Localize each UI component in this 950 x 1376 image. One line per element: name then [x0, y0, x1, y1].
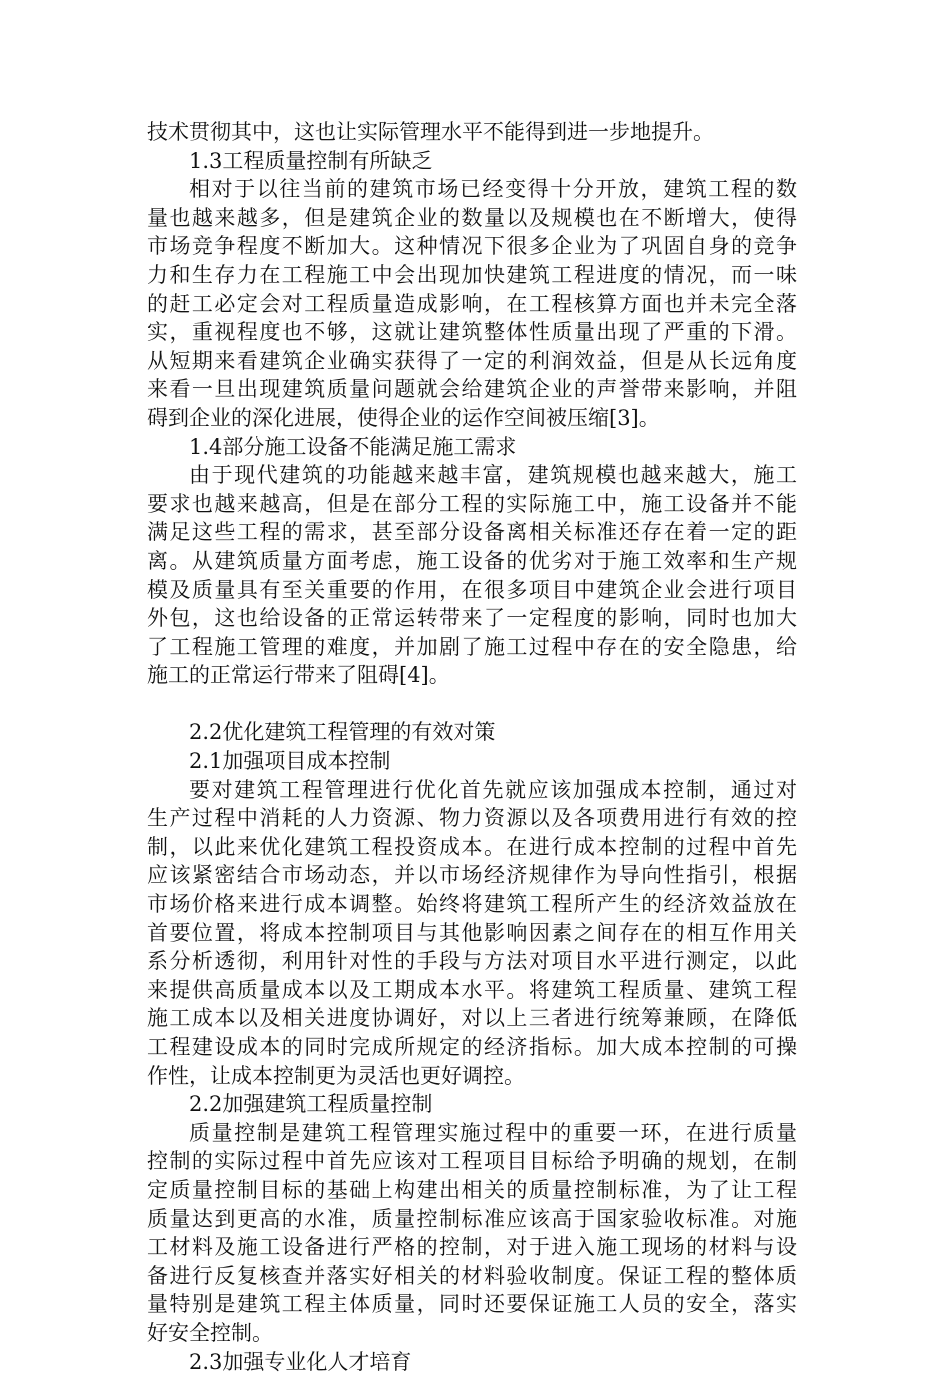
section-heading: 2.2优化建筑工程管理的有效对策 — [189, 720, 496, 745]
document-page — [147, 118, 797, 1376]
paragraph-line: 市场竞争程度不断加大。这种情况下很多企业为了巩固自身的竞争 — [147, 234, 797, 259]
paragraph-line: 市场价格来进行成本调整。始终将建筑工程所产生的经济效益放在 — [147, 892, 797, 917]
paragraph-line: 系分析透彻，利用针对性的手段与方法对项目水平进行测定，以此 — [147, 949, 797, 974]
paragraph-line: 作性，让成本控制更为灵活也更好调控。 — [147, 1063, 525, 1088]
section-heading: 1.3工程质量控制有所缺乏 — [189, 148, 433, 173]
section-heading: 2.2加强建筑工程质量控制 — [189, 1092, 433, 1117]
paragraph-line: 满足这些工程的需求，甚至部分设备离相关标准还存在着一定的距 — [147, 520, 797, 545]
paragraph-line: 由于现代建筑的功能越来越丰富，建筑规模也越来越大，施工 — [189, 463, 797, 488]
paragraph-line: 量特别是建筑工程主体质量，同时还要保证施工人员的安全，落实 — [147, 1292, 797, 1317]
paragraph-line: 的赶工必定会对工程质量造成影响，在工程核算方面也并未完全落 — [147, 291, 797, 316]
blank-line — [147, 690, 797, 719]
paragraph-line: 制，以此来优化建筑工程投资成本。在进行成本控制的过程中首先 — [147, 834, 797, 859]
paragraph-line: 离。从建筑质量方面考虑，施工设备的优劣对于施工效率和生产规 — [147, 548, 797, 573]
paragraph-line: 首要位置，将成本控制项目与其他影响因素之间存在的相互作用关 — [147, 920, 797, 945]
paragraph-line: 备进行反复核查并落实好相关的材料验收制度。保证工程的整体质 — [147, 1263, 797, 1288]
paragraph-line: 相对于以往当前的建筑市场已经变得十分开放，建筑工程的数 — [189, 177, 797, 202]
paragraph-line: 从短期来看建筑企业确实获得了一定的利润效益，但是从长远角度 — [147, 348, 797, 373]
paragraph-line: 力和生存力在工程施工中会出现加快建筑工程进度的情况，而一味 — [147, 262, 797, 287]
paragraph-line: 来提供高质量成本以及工期成本水平。将建筑工程质量、建筑工程 — [147, 977, 797, 1002]
paragraph-line: 量也越来越多，但是建筑企业的数量以及规模也在不断增大，使得 — [147, 205, 797, 230]
paragraph-line: 应该紧密结合市场动态，并以市场经济规律作为导向性指引，根据 — [147, 863, 797, 888]
paragraph-line: 技术贯彻其中，这也让实际管理水平不能得到进一步地提升。 — [147, 120, 714, 144]
section-heading: 2.1加强项目成本控制 — [189, 749, 391, 774]
paragraph-line: 质量达到更高的水准，质量控制标准应该高于国家验收标准。对施 — [147, 1206, 797, 1231]
paragraph-line: 质量控制是建筑工程管理实施过程中的重要一环，在进行质量 — [189, 1120, 797, 1145]
section-heading: 2.3加强专业化人才培育 — [189, 1349, 412, 1374]
section-heading: 1.4部分施工设备不能满足施工需求 — [189, 434, 517, 459]
paragraph-line: 实，重视程度也不够，这就让建筑整体性质量出现了严重的下滑。 — [147, 320, 797, 345]
paragraph-line: 了工程施工管理的难度，并加剧了施工过程中存在的安全隐患，给 — [147, 634, 797, 659]
paragraph-line: 外包，这也给设备的正常运转带来了一定程度的影响，同时也加大 — [147, 606, 797, 631]
paragraph-line: 工材料及施工设备进行严格的控制，对于进入施工现场的材料与设 — [147, 1235, 797, 1260]
paragraph-line: 碍到企业的深化进展，使得企业的运作空间被压缩[3]。 — [147, 405, 660, 430]
paragraph-line: 工程建设成本的同时完成所规定的经济指标。加大成本控制的可操 — [147, 1035, 797, 1059]
paragraph-line: 来看一旦出现建筑质量问题就会给建筑企业的声誉带来影响，并阻 — [147, 377, 797, 402]
paragraph-line: 好安全控制。 — [147, 1320, 273, 1345]
paragraph-line: 要求也越来越高，但是在部分工程的实际施工中，施工设备并不能 — [147, 491, 797, 516]
paragraph-line: 要对建筑工程管理进行优化首先就应该加强成本控制，通过对 — [189, 777, 797, 802]
paragraph-line: 控制的实际过程中首先应该对工程项目目标给予明确的规划，在制 — [147, 1149, 797, 1174]
paragraph-line: 施工的正常运行带来了阻碍[4]。 — [147, 663, 450, 688]
paragraph-line: 施工成本以及相关进度协调好，对以上三者进行统筹兼顾，在降低 — [147, 1006, 797, 1031]
paragraph-line: 生产过程中消耗的人力资源、物力资源以及各项费用进行有效的控 — [147, 806, 797, 831]
paragraph-line: 模及质量具有至关重要的作用，在很多项目中建筑企业会进行项目 — [147, 577, 797, 602]
paragraph-line: 定质量控制目标的基础上构建出相关的质量控制标准，为了让工程 — [147, 1177, 797, 1202]
